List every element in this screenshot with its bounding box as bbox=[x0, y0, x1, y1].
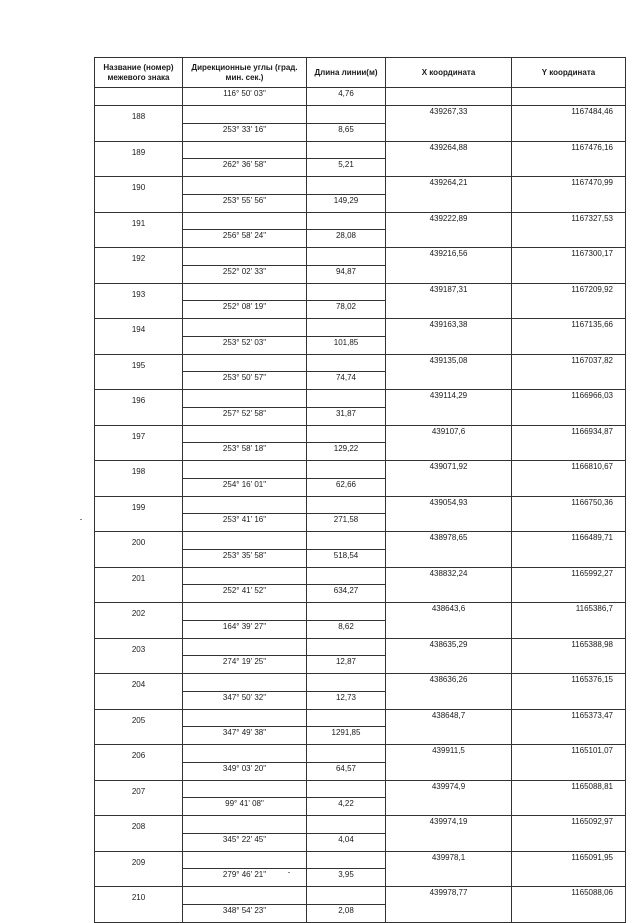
table-row-point bbox=[95, 638, 626, 656]
y-cell-empty bbox=[512, 88, 626, 106]
y-cell-empty bbox=[512, 159, 626, 177]
name-cell-empty bbox=[95, 336, 183, 354]
length-cell: 64,57 bbox=[307, 762, 386, 780]
x-coordinate-cell: 439163,38 bbox=[386, 319, 512, 337]
y-cell-empty bbox=[512, 656, 626, 674]
y-cell-empty bbox=[512, 230, 626, 248]
boundary-coordinates-sheet bbox=[94, 57, 625, 923]
length-cell: 634,27 bbox=[307, 585, 386, 603]
table-row-segment bbox=[95, 336, 626, 354]
length-cell-empty bbox=[307, 354, 386, 372]
point-name-cell: 188 bbox=[95, 106, 183, 124]
x-coordinate-cell: 439114,29 bbox=[386, 390, 512, 408]
x-cell-empty bbox=[386, 762, 512, 780]
table-row-segment bbox=[95, 620, 626, 638]
table-row-segment bbox=[95, 549, 626, 567]
table-row-first-segment bbox=[95, 88, 626, 106]
length-cell: 4,04 bbox=[307, 833, 386, 851]
coordinates-table bbox=[94, 57, 626, 923]
x-cell-empty bbox=[386, 88, 512, 106]
x-coordinate-cell: 438832,24 bbox=[386, 567, 512, 585]
x-cell-empty bbox=[386, 336, 512, 354]
point-name-cell: 208 bbox=[95, 816, 183, 834]
x-cell-empty bbox=[386, 833, 512, 851]
length-cell-empty bbox=[307, 674, 386, 692]
x-coordinate-cell: 438648,7 bbox=[386, 709, 512, 727]
length-cell: 4,76 bbox=[307, 88, 386, 106]
x-cell-empty bbox=[386, 620, 512, 638]
angle-cell: 116° 50' 03" bbox=[183, 88, 307, 106]
angle-cell: 252° 02' 33" bbox=[183, 265, 307, 283]
point-name-cell: 204 bbox=[95, 674, 183, 692]
y-cell-empty bbox=[512, 336, 626, 354]
length-cell-empty bbox=[307, 709, 386, 727]
x-cell-empty bbox=[386, 230, 512, 248]
point-name-cell: 198 bbox=[95, 461, 183, 479]
point-name-cell: 196 bbox=[95, 390, 183, 408]
y-cell-empty bbox=[512, 798, 626, 816]
y-cell-empty bbox=[512, 727, 626, 745]
length-cell-empty bbox=[307, 496, 386, 514]
angle-cell-empty bbox=[183, 709, 307, 727]
name-cell-empty bbox=[95, 194, 183, 212]
angle-cell: 253° 58' 18" bbox=[183, 443, 307, 461]
angle-cell-empty bbox=[183, 425, 307, 443]
name-cell-empty bbox=[95, 265, 183, 283]
name-cell-empty bbox=[95, 585, 183, 603]
x-cell-empty bbox=[386, 549, 512, 567]
y-cell-empty bbox=[512, 301, 626, 319]
x-cell-empty bbox=[386, 798, 512, 816]
length-cell: 3,95 bbox=[307, 869, 386, 887]
angle-cell: 345° 22' 45" bbox=[183, 833, 307, 851]
y-coordinate-cell: 1165088,06 bbox=[512, 887, 626, 905]
y-coordinate-cell: 1167484,46 bbox=[512, 106, 626, 124]
scan-speck bbox=[80, 519, 82, 520]
length-cell-empty bbox=[307, 106, 386, 124]
angle-cell: 256° 58' 24" bbox=[183, 230, 307, 248]
table-row-segment bbox=[95, 869, 626, 887]
y-cell-empty bbox=[512, 478, 626, 496]
y-cell-empty bbox=[512, 620, 626, 638]
name-cell-empty bbox=[95, 478, 183, 496]
x-coordinate-cell: 439978,1 bbox=[386, 851, 512, 869]
point-name-cell: 192 bbox=[95, 248, 183, 266]
table-row-segment bbox=[95, 585, 626, 603]
table-body bbox=[95, 88, 626, 923]
y-coordinate-cell: 1165386,7 bbox=[512, 603, 626, 621]
point-name-cell: 201 bbox=[95, 567, 183, 585]
x-cell-empty bbox=[386, 904, 512, 922]
angle-cell-empty bbox=[183, 461, 307, 479]
angle-cell-empty bbox=[183, 780, 307, 798]
x-coordinate-cell: 438643,6 bbox=[386, 603, 512, 621]
y-coordinate-cell: 1165092,97 bbox=[512, 816, 626, 834]
y-coordinate-cell: 1167327,53 bbox=[512, 212, 626, 230]
table-row-segment bbox=[95, 727, 626, 745]
table-row-segment bbox=[95, 230, 626, 248]
name-cell-empty bbox=[95, 230, 183, 248]
x-coordinate-cell: 439911,5 bbox=[386, 745, 512, 763]
angle-cell-empty bbox=[183, 390, 307, 408]
x-cell-empty bbox=[386, 869, 512, 887]
y-cell-empty bbox=[512, 585, 626, 603]
y-coordinate-cell: 1165101,07 bbox=[512, 745, 626, 763]
point-name-cell: 190 bbox=[95, 177, 183, 195]
x-coordinate-cell: 439216,56 bbox=[386, 248, 512, 266]
x-coordinate-cell: 439107,6 bbox=[386, 425, 512, 443]
y-cell-empty bbox=[512, 372, 626, 390]
header-angle: Дирекционные углы (град. мин. сек.) bbox=[183, 58, 307, 88]
table-row-point bbox=[95, 851, 626, 869]
length-cell: 94,87 bbox=[307, 265, 386, 283]
length-cell: 271,58 bbox=[307, 514, 386, 532]
length-cell: 518,54 bbox=[307, 549, 386, 567]
name-cell-empty bbox=[95, 443, 183, 461]
angle-cell: 253° 52' 03" bbox=[183, 336, 307, 354]
name-cell-empty bbox=[95, 407, 183, 425]
y-coordinate-cell: 1167300,17 bbox=[512, 248, 626, 266]
y-coordinate-cell: 1166810,67 bbox=[512, 461, 626, 479]
table-header bbox=[95, 58, 626, 88]
length-cell-empty bbox=[307, 319, 386, 337]
angle-cell-empty bbox=[183, 887, 307, 905]
table-row-point bbox=[95, 141, 626, 159]
table-row-point bbox=[95, 816, 626, 834]
angle-cell: 274° 19' 25" bbox=[183, 656, 307, 674]
point-name-cell: 209 bbox=[95, 851, 183, 869]
angle-cell-empty bbox=[183, 354, 307, 372]
table-row-segment bbox=[95, 372, 626, 390]
table-row-point bbox=[95, 709, 626, 727]
x-cell-empty bbox=[386, 727, 512, 745]
table-row-segment bbox=[95, 407, 626, 425]
length-cell: 5,21 bbox=[307, 159, 386, 177]
point-name-cell: 210 bbox=[95, 887, 183, 905]
name-cell-empty bbox=[95, 869, 183, 887]
length-cell: 78,02 bbox=[307, 301, 386, 319]
angle-cell-empty bbox=[183, 319, 307, 337]
angle-cell: 349° 03' 20" bbox=[183, 762, 307, 780]
name-cell-empty bbox=[95, 656, 183, 674]
angle-cell: 99° 41' 08" bbox=[183, 798, 307, 816]
x-cell-empty bbox=[386, 478, 512, 496]
y-coordinate-cell: 1166966,03 bbox=[512, 390, 626, 408]
y-coordinate-cell: 1166750,36 bbox=[512, 496, 626, 514]
y-cell-empty bbox=[512, 514, 626, 532]
table-row-point bbox=[95, 532, 626, 550]
angle-cell-empty bbox=[183, 177, 307, 195]
y-cell-empty bbox=[512, 549, 626, 567]
x-cell-empty bbox=[386, 372, 512, 390]
length-cell: 129,22 bbox=[307, 443, 386, 461]
y-coordinate-cell: 1165376,15 bbox=[512, 674, 626, 692]
point-name-cell: 203 bbox=[95, 638, 183, 656]
table-row-segment bbox=[95, 123, 626, 141]
x-cell-empty bbox=[386, 514, 512, 532]
table-row-point bbox=[95, 319, 626, 337]
y-cell-empty bbox=[512, 407, 626, 425]
x-coordinate-cell: 438635,29 bbox=[386, 638, 512, 656]
table-row-point bbox=[95, 887, 626, 905]
y-coordinate-cell: 1165992,27 bbox=[512, 567, 626, 585]
y-coordinate-cell: 1167470,99 bbox=[512, 177, 626, 195]
angle-cell-empty bbox=[183, 674, 307, 692]
length-cell: 149,29 bbox=[307, 194, 386, 212]
point-name-cell: 194 bbox=[95, 319, 183, 337]
header-x: X координата bbox=[386, 58, 512, 88]
y-cell-empty bbox=[512, 194, 626, 212]
x-coordinate-cell: 439974,9 bbox=[386, 780, 512, 798]
x-coordinate-cell: 439978,77 bbox=[386, 887, 512, 905]
name-cell-empty bbox=[95, 798, 183, 816]
angle-cell: 253° 33' 16" bbox=[183, 123, 307, 141]
point-name-cell: 191 bbox=[95, 212, 183, 230]
length-cell: 101,85 bbox=[307, 336, 386, 354]
table-row-point bbox=[95, 780, 626, 798]
point-name-cell: 202 bbox=[95, 603, 183, 621]
angle-cell: 262° 36' 58" bbox=[183, 159, 307, 177]
angle-cell-empty bbox=[183, 745, 307, 763]
y-coordinate-cell: 1165091,95 bbox=[512, 851, 626, 869]
header-length: Длина линии(м) bbox=[307, 58, 386, 88]
x-cell-empty bbox=[386, 443, 512, 461]
name-cell-empty bbox=[95, 727, 183, 745]
length-cell-empty bbox=[307, 887, 386, 905]
angle-cell-empty bbox=[183, 496, 307, 514]
length-cell-empty bbox=[307, 248, 386, 266]
point-name-cell: 193 bbox=[95, 283, 183, 301]
angle-cell-empty bbox=[183, 638, 307, 656]
x-coordinate-cell: 438636,26 bbox=[386, 674, 512, 692]
table-row-point bbox=[95, 674, 626, 692]
y-cell-empty bbox=[512, 123, 626, 141]
length-cell-empty bbox=[307, 283, 386, 301]
point-name-cell: 200 bbox=[95, 532, 183, 550]
angle-cell: 254° 16' 01" bbox=[183, 478, 307, 496]
x-coordinate-cell: 438978,65 bbox=[386, 532, 512, 550]
length-cell-empty bbox=[307, 603, 386, 621]
table-row-segment bbox=[95, 656, 626, 674]
table-row-segment bbox=[95, 301, 626, 319]
length-cell-empty bbox=[307, 851, 386, 869]
length-cell: 8,65 bbox=[307, 123, 386, 141]
length-cell: 31,87 bbox=[307, 407, 386, 425]
x-coordinate-cell: 439264,21 bbox=[386, 177, 512, 195]
length-cell-empty bbox=[307, 425, 386, 443]
name-cell-empty bbox=[95, 549, 183, 567]
table-row-point bbox=[95, 496, 626, 514]
length-cell-empty bbox=[307, 390, 386, 408]
angle-cell: 347° 50' 32" bbox=[183, 691, 307, 709]
name-cell-empty bbox=[95, 123, 183, 141]
name-cell-empty bbox=[95, 514, 183, 532]
angle-cell: 347° 49' 38" bbox=[183, 727, 307, 745]
point-name-cell: 205 bbox=[95, 709, 183, 727]
y-coordinate-cell: 1167209,92 bbox=[512, 283, 626, 301]
header-name: Название (номер) межевого знака bbox=[95, 58, 183, 88]
y-coordinate-cell: 1165373,47 bbox=[512, 709, 626, 727]
length-cell-empty bbox=[307, 212, 386, 230]
table-row-segment bbox=[95, 691, 626, 709]
angle-cell: 279° 46' 21" bbox=[183, 869, 307, 887]
angle-cell-empty bbox=[183, 283, 307, 301]
angle-cell-empty bbox=[183, 212, 307, 230]
length-cell-empty bbox=[307, 532, 386, 550]
table-row-point bbox=[95, 212, 626, 230]
x-cell-empty bbox=[386, 656, 512, 674]
name-cell-empty bbox=[95, 301, 183, 319]
angle-cell: 164° 39' 27" bbox=[183, 620, 307, 638]
y-coordinate-cell: 1167135,66 bbox=[512, 319, 626, 337]
length-cell: 8,62 bbox=[307, 620, 386, 638]
table-row-point bbox=[95, 745, 626, 763]
angle-cell: 253° 41' 16" bbox=[183, 514, 307, 532]
angle-cell: 253° 55' 56" bbox=[183, 194, 307, 212]
y-cell-empty bbox=[512, 265, 626, 283]
y-coordinate-cell: 1167476,16 bbox=[512, 141, 626, 159]
x-coordinate-cell: 439264,88 bbox=[386, 141, 512, 159]
name-cell-empty bbox=[95, 691, 183, 709]
x-coordinate-cell: 439054,93 bbox=[386, 496, 512, 514]
table-row-segment bbox=[95, 159, 626, 177]
length-cell-empty bbox=[307, 177, 386, 195]
angle-cell-empty bbox=[183, 603, 307, 621]
table-row-point bbox=[95, 425, 626, 443]
y-coordinate-cell: 1166934,87 bbox=[512, 425, 626, 443]
length-cell-empty bbox=[307, 745, 386, 763]
table-row-point bbox=[95, 354, 626, 372]
y-cell-empty bbox=[512, 443, 626, 461]
angle-cell-empty bbox=[183, 532, 307, 550]
angle-cell: 257° 52' 58" bbox=[183, 407, 307, 425]
length-cell-empty bbox=[307, 638, 386, 656]
x-cell-empty bbox=[386, 123, 512, 141]
y-coordinate-cell: 1165388,98 bbox=[512, 638, 626, 656]
name-cell-empty bbox=[95, 372, 183, 390]
x-cell-empty bbox=[386, 691, 512, 709]
point-name-cell: 189 bbox=[95, 141, 183, 159]
name-cell-empty bbox=[95, 762, 183, 780]
length-cell: 12,73 bbox=[307, 691, 386, 709]
point-name-cell: 195 bbox=[95, 354, 183, 372]
table-row-segment bbox=[95, 904, 626, 922]
length-cell: 62,66 bbox=[307, 478, 386, 496]
table-row-point bbox=[95, 248, 626, 266]
table-row-segment bbox=[95, 514, 626, 532]
length-cell-empty bbox=[307, 816, 386, 834]
y-cell-empty bbox=[512, 691, 626, 709]
table-row-segment bbox=[95, 194, 626, 212]
header-y: Y координата bbox=[512, 58, 626, 88]
angle-cell: 253° 50' 57" bbox=[183, 372, 307, 390]
length-cell-empty bbox=[307, 141, 386, 159]
angle-cell-empty bbox=[183, 816, 307, 834]
y-coordinate-cell: 1165088,81 bbox=[512, 780, 626, 798]
y-coordinate-cell: 1167037,82 bbox=[512, 354, 626, 372]
table-row-point bbox=[95, 390, 626, 408]
x-cell-empty bbox=[386, 407, 512, 425]
angle-cell-empty bbox=[183, 141, 307, 159]
y-cell-empty bbox=[512, 833, 626, 851]
length-cell: 12,87 bbox=[307, 656, 386, 674]
table-row-point bbox=[95, 603, 626, 621]
point-name-cell: 207 bbox=[95, 780, 183, 798]
table-row-point bbox=[95, 283, 626, 301]
table-row-point bbox=[95, 177, 626, 195]
point-name-cell: 199 bbox=[95, 496, 183, 514]
x-coordinate-cell: 439267,33 bbox=[386, 106, 512, 124]
point-name-cell: 206 bbox=[95, 745, 183, 763]
angle-cell-empty bbox=[183, 851, 307, 869]
table-row-segment bbox=[95, 443, 626, 461]
length-cell: 2,08 bbox=[307, 904, 386, 922]
length-cell-empty bbox=[307, 780, 386, 798]
point-name-cell: 197 bbox=[95, 425, 183, 443]
angle-cell: 348° 54' 23" bbox=[183, 904, 307, 922]
table-row-segment bbox=[95, 762, 626, 780]
table-row-point bbox=[95, 567, 626, 585]
scan-speck bbox=[288, 872, 290, 873]
length-cell: 1291,85 bbox=[307, 727, 386, 745]
table-row-point bbox=[95, 106, 626, 124]
y-cell-empty bbox=[512, 869, 626, 887]
table-row-point bbox=[95, 461, 626, 479]
angle-cell: 252° 08' 19" bbox=[183, 301, 307, 319]
x-cell-empty bbox=[386, 301, 512, 319]
y-cell-empty bbox=[512, 762, 626, 780]
x-coordinate-cell: 439974,19 bbox=[386, 816, 512, 834]
length-cell: 74,74 bbox=[307, 372, 386, 390]
name-cell-empty bbox=[95, 620, 183, 638]
x-cell-empty bbox=[386, 265, 512, 283]
angle-cell: 252° 41' 52" bbox=[183, 585, 307, 603]
length-cell-empty bbox=[307, 461, 386, 479]
x-cell-empty bbox=[386, 194, 512, 212]
x-coordinate-cell: 439187,31 bbox=[386, 283, 512, 301]
y-cell-empty bbox=[512, 904, 626, 922]
length-cell: 4,22 bbox=[307, 798, 386, 816]
table-row-segment bbox=[95, 478, 626, 496]
name-cell-empty bbox=[95, 88, 183, 106]
x-coordinate-cell: 439071,92 bbox=[386, 461, 512, 479]
name-cell-empty bbox=[95, 833, 183, 851]
length-cell: 28,08 bbox=[307, 230, 386, 248]
table-row-segment bbox=[95, 265, 626, 283]
angle-cell-empty bbox=[183, 106, 307, 124]
x-coordinate-cell: 439135,08 bbox=[386, 354, 512, 372]
name-cell-empty bbox=[95, 159, 183, 177]
name-cell-empty bbox=[95, 904, 183, 922]
table-row-segment bbox=[95, 833, 626, 851]
angle-cell-empty bbox=[183, 567, 307, 585]
angle-cell: 253° 35' 58" bbox=[183, 549, 307, 567]
length-cell-empty bbox=[307, 567, 386, 585]
x-coordinate-cell: 439222,89 bbox=[386, 212, 512, 230]
x-cell-empty bbox=[386, 585, 512, 603]
table-row-segment bbox=[95, 798, 626, 816]
angle-cell-empty bbox=[183, 248, 307, 266]
x-cell-empty bbox=[386, 159, 512, 177]
y-coordinate-cell: 1166489,71 bbox=[512, 532, 626, 550]
